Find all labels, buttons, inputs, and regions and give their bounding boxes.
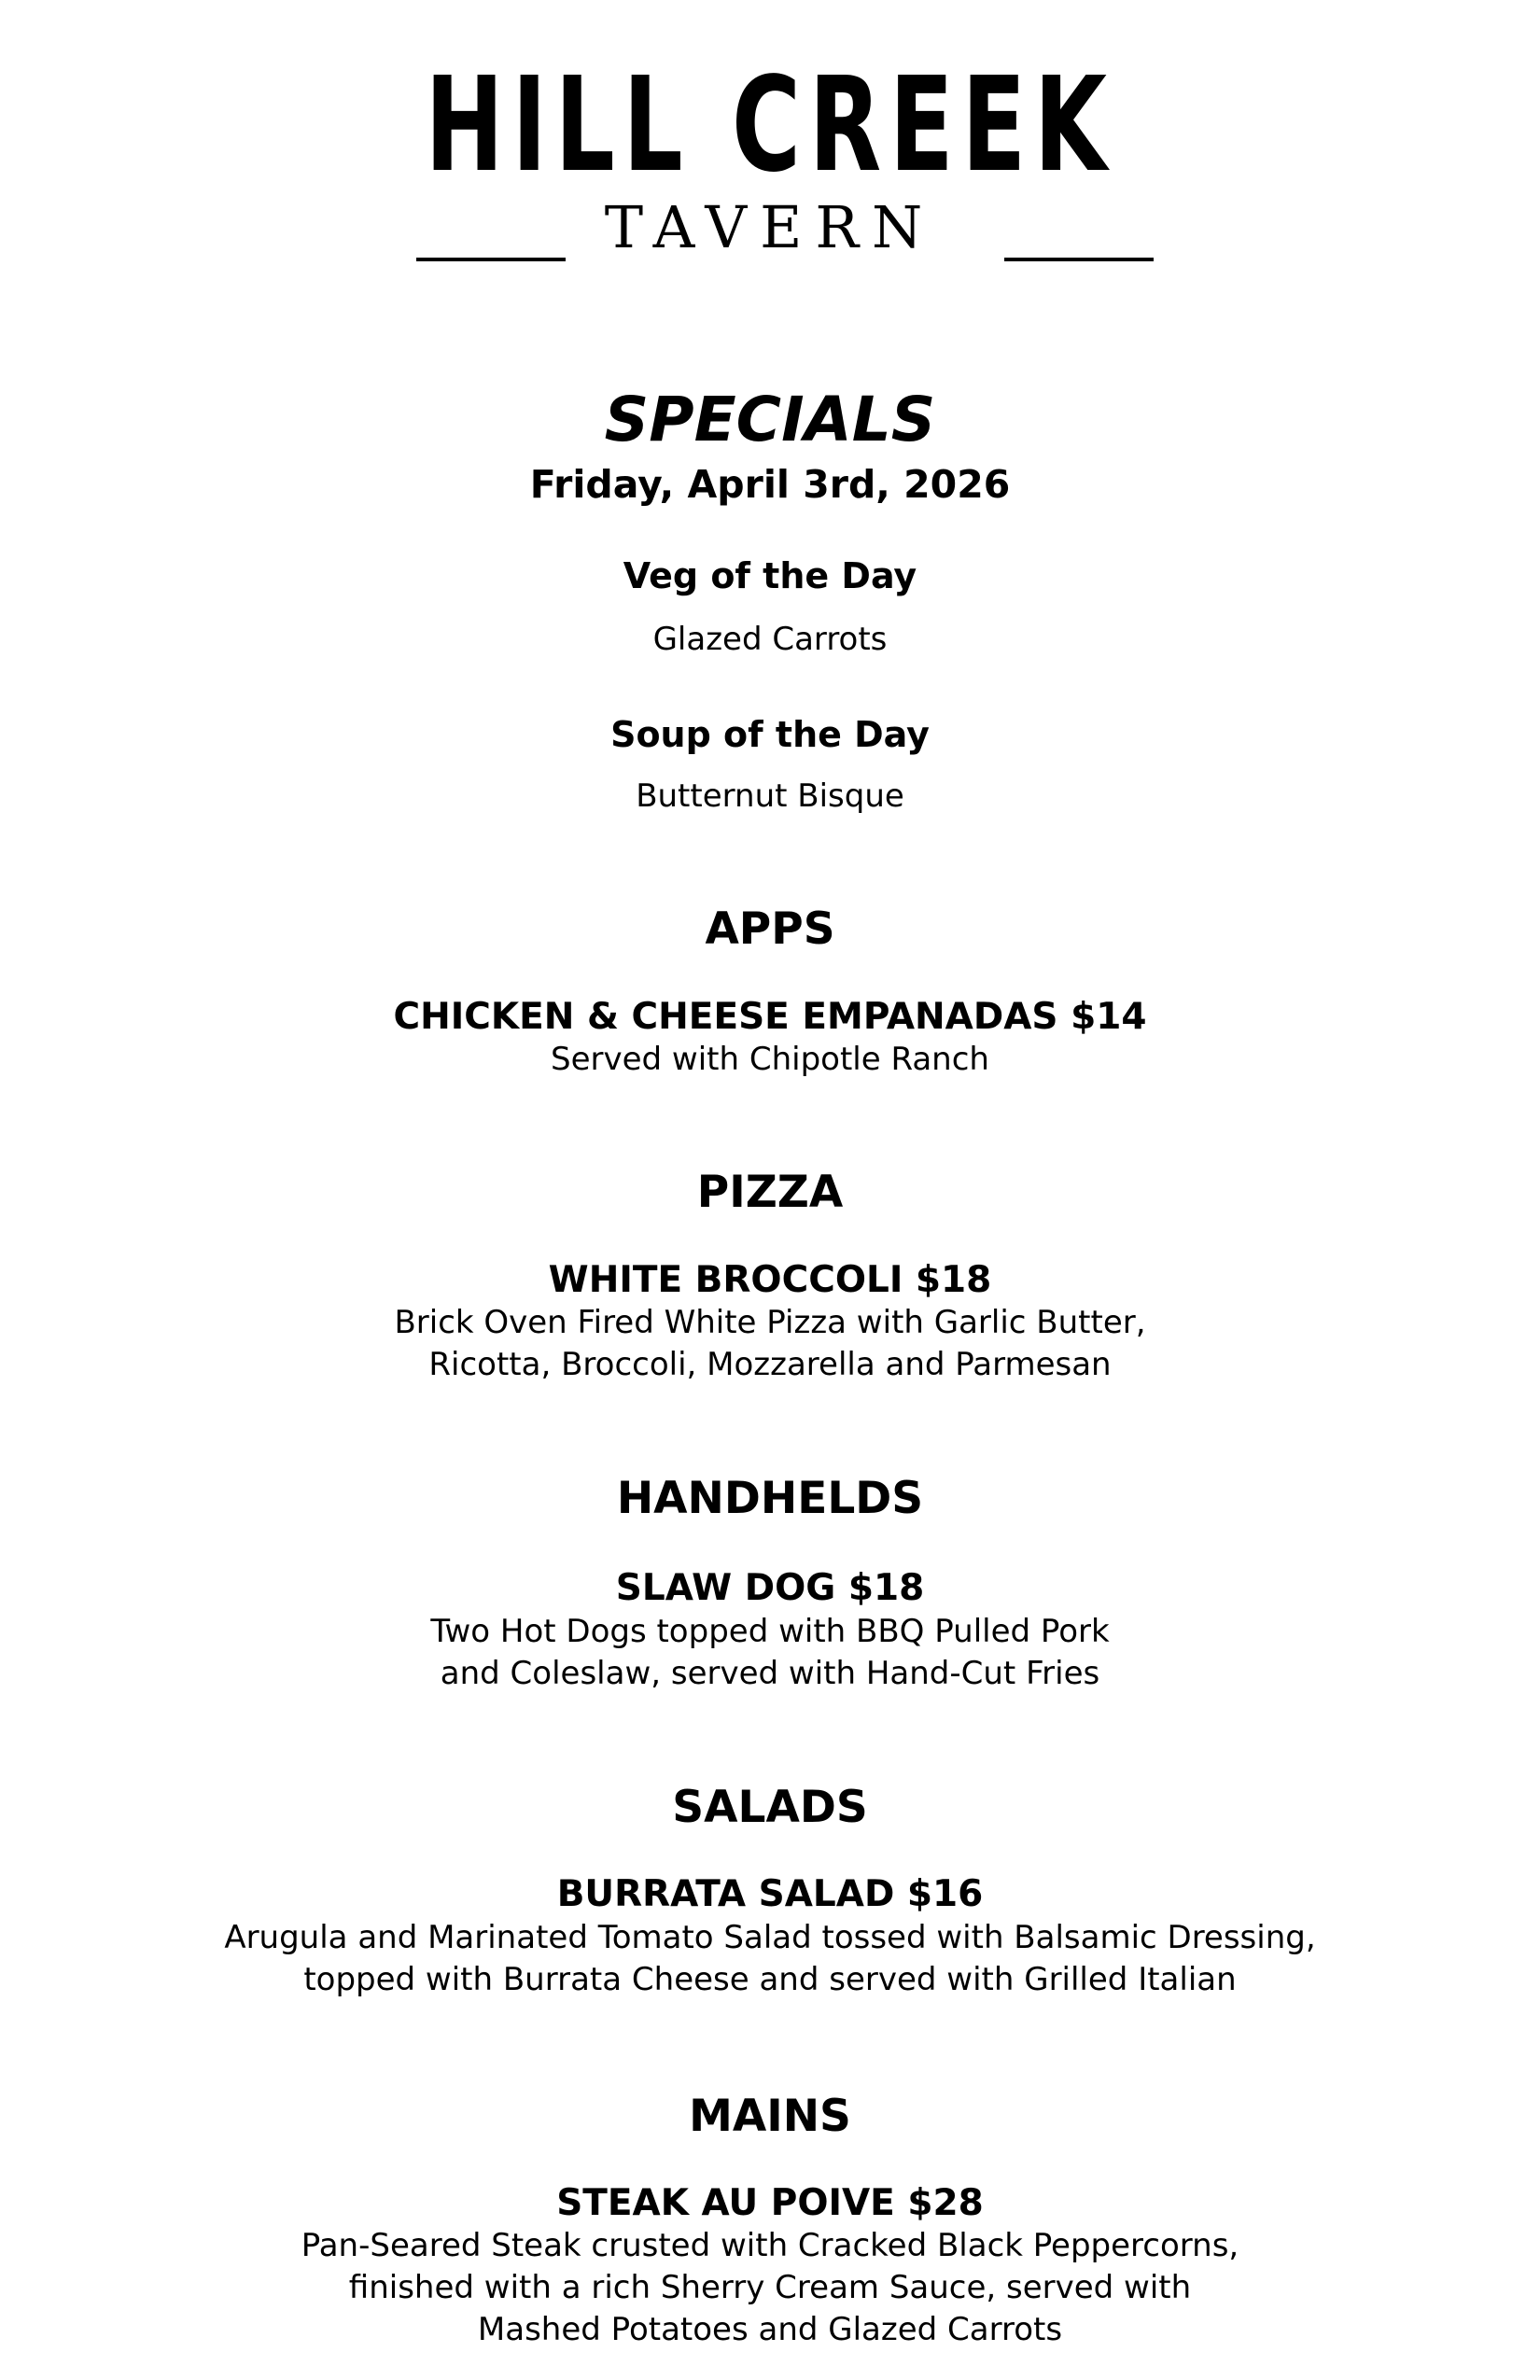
section-heading-handhelds: HANDHELDS <box>616 1473 924 1524</box>
logo-name-main: HILL CREEK <box>425 49 1115 202</box>
menu-item-description <box>0 1302 1540 1386</box>
description-line: topped with Burrata Cheese and served with Grilled Italian <box>303 1961 1237 1998</box>
section-heading-apps: APPS <box>705 903 835 955</box>
veg-of-day-label: Veg of the Day <box>623 555 917 596</box>
menu-item-description <box>0 1611 1540 1695</box>
description-line: Mashed Potatoes and Glazed Carrots <box>477 2311 1063 2348</box>
specials-title: SPECIALS <box>604 384 936 455</box>
description-line: Arugula and Marinated Tomato Salad tossed with Balsamic Dressing, <box>224 1919 1316 1956</box>
menu-item-name: BURRATA SALAD $16 <box>556 1873 984 1915</box>
menu-item-description <box>0 1039 1540 1081</box>
logo-subtitle-row <box>0 183 1540 261</box>
specials-date: Friday, April 3rd, 2026 <box>529 462 1011 507</box>
description-line: Pan-Seared Steak crusted with Cracked Black Peppercorns, <box>301 2227 1239 2264</box>
menu-item-description <box>0 2225 1540 2351</box>
logo-right-rule <box>1004 258 1154 261</box>
menu-item-name: SLAW DOG $18 <box>615 1567 925 1609</box>
description-line: finished with a rich Sherry Cream Sauce, served with <box>348 2269 1192 2306</box>
section-heading-mains: MAINS <box>689 2091 851 2142</box>
veg-of-day-value: Glazed Carrots <box>652 621 888 658</box>
description-line: Ricotta, Broccoli, Mozzarella and Parmesan <box>428 1346 1112 1383</box>
logo-name-sub: TAVERN <box>604 193 936 261</box>
section-heading-salads: SALADS <box>672 1782 868 1833</box>
description-line: Two Hot Dogs topped with BBQ Pulled Pork <box>430 1613 1110 1650</box>
menu-item-name: WHITE BROCCOLI $18 <box>548 1259 992 1301</box>
menu-item-name: STEAK AU POIVE $28 <box>556 2182 984 2224</box>
soup-of-day-value: Butternut Bisque <box>636 777 904 815</box>
description-line: Served with Chipotle Ranch <box>551 1041 989 1078</box>
soup-of-day-label: Soup of the Day <box>610 714 930 755</box>
restaurant-logo <box>0 47 1540 205</box>
description-line: and Coleslaw, served with Hand-Cut Fries <box>440 1655 1100 1692</box>
description-line: Brick Oven Fired White Pizza with Garlic Butter, <box>394 1304 1146 1341</box>
menu-item-name: CHICKEN & CHEESE EMPANADAS $14 <box>393 996 1147 1038</box>
menu-item-description <box>0 1917 1540 2001</box>
section-heading-pizza: PIZZA <box>696 1167 844 1218</box>
